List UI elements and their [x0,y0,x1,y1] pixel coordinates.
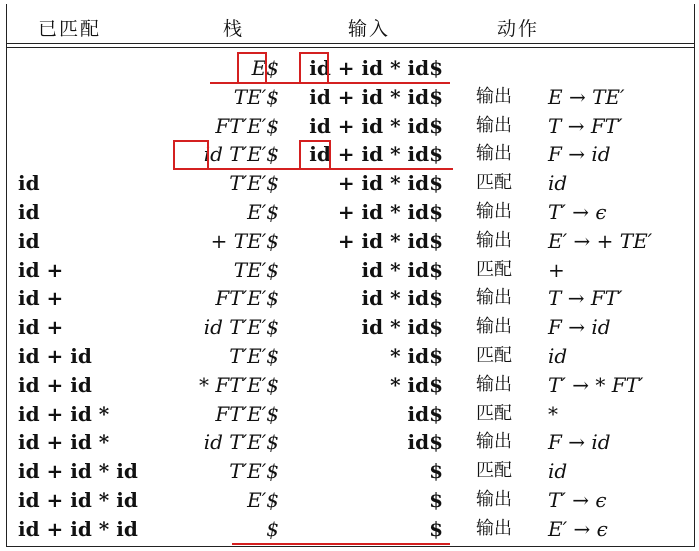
production-cell: F → id [548,430,611,455]
input-cell: id * id$ [361,315,443,340]
input-cell: $ [429,516,443,541]
action-cell: 输出 [476,287,512,309]
table-row [0,486,699,514]
stack-cell: TE′$ [233,84,279,109]
action-cell: 输出 [476,114,512,136]
production-cell: F → id [548,142,611,167]
stack-cell: id T′E′$ [203,315,279,340]
stack-cell: + TE′$ [210,228,279,253]
input-cell: id + id * id$ [309,113,443,138]
table-row [0,428,699,456]
table-row [0,400,699,428]
input-cell: * id$ [390,344,443,368]
input-cell: id + id * id$ [309,56,443,80]
matched-cell: id + [18,257,64,282]
highlight-box-stack-id [173,140,209,170]
input-cell: id$ [407,430,443,455]
production-cell: T → FT′ [548,286,623,311]
input-cell: + id * id$ [337,200,443,224]
matched-cell: id [18,171,40,196]
table-row [0,198,699,226]
matched-cell: id [18,228,40,253]
action-cell: 匹配 [476,258,512,280]
input-cell: id$ [407,401,443,426]
table-row [0,515,699,543]
production-cell: E′ → + TE′ [548,228,653,253]
table-row [0,140,699,168]
stack-cell: id T′E′$ [203,430,279,455]
highlight-box-input-id [299,140,331,170]
production-cell: T′ → * FT′ [548,372,644,397]
input-cell: id + id * id$ [309,84,443,109]
table-row [0,313,699,341]
action-cell: 输出 [476,316,512,338]
red-underline-2 [173,168,453,170]
stack-cell: E′$ [247,488,279,512]
header-input: 输入 [348,18,391,40]
matched-cell: id + id [18,344,92,368]
header-action: 动作 [497,18,540,40]
input-cell: $ [429,488,443,512]
production-cell: E′ → ϵ [548,516,608,541]
production-cell: T′ → ϵ [548,488,607,512]
stack-cell: id T′E′$ [203,142,279,167]
table-row [0,371,699,399]
input-cell: id * id$ [361,286,443,311]
stack-cell: $ [266,516,279,541]
stack-cell: TE′$ [233,257,279,282]
stack-cell: FT′E′$ [215,113,279,138]
action-cell: 输出 [476,431,512,453]
input-cell: + id * id$ [337,228,443,253]
action-cell: 输出 [476,489,512,510]
matched-cell: id + id * id [18,516,138,541]
input-cell: $ [429,459,443,484]
stack-cell: FT′E′$ [215,286,279,311]
table-row [0,256,699,284]
table-row [0,54,699,82]
red-underline-3 [232,543,450,545]
table-row [0,227,699,255]
production-cell: T′ → ϵ [548,200,607,224]
matched-cell: id + id * [18,401,110,426]
header-rule-bottom [6,47,695,48]
stack-cell: E′$ [247,200,279,224]
matched-cell: id + [18,315,64,340]
highlight-box-input-id-first [299,52,329,84]
production-cell: E → TE′ [548,84,625,109]
table-row [0,83,699,111]
production-cell: id [548,459,568,484]
highlight-box-stack-E [237,52,267,84]
table-row [0,342,699,370]
stack-cell: * FT′E′$ [199,372,279,397]
header-stack: 栈 [223,18,245,40]
matched-cell: id + id [18,372,92,397]
matched-cell: id + id * id [18,488,138,512]
production-cell: T → FT′ [548,113,623,138]
matched-cell: id + [18,286,64,311]
input-cell: * id$ [390,372,443,397]
production-cell: F → id [548,315,611,340]
red-underline-1 [210,82,450,84]
action-cell: 匹配 [476,345,512,366]
production-cell: + [548,257,565,282]
action-cell: 输出 [476,373,512,395]
matched-cell: id [18,200,40,224]
action-cell: 匹配 [476,172,512,194]
table-row [0,457,699,485]
stack-cell: FT′E′$ [215,401,279,426]
action-cell: 匹配 [476,402,512,424]
header-rule-top [6,43,695,44]
production-cell: id [548,344,568,368]
matched-cell: id + id * id [18,459,138,484]
action-cell: 匹配 [476,460,512,482]
table-row [0,169,699,197]
input-cell: id * id$ [361,257,443,282]
action-cell: 输出 [476,229,512,251]
stack-cell: E$ [251,56,279,80]
production-cell: id [548,171,568,196]
stack-cell: T′E′$ [229,459,279,484]
action-cell: 输出 [476,201,512,222]
stack-cell: T′E′$ [229,171,279,196]
table-row [0,284,699,312]
input-cell: + id * id$ [337,171,443,196]
production-cell: * [548,401,558,426]
matched-cell: id + id * [18,430,110,455]
action-cell: 输出 [476,517,512,539]
table-row [0,112,699,140]
header-matched: 已匹配 [38,18,102,40]
stack-cell: T′E′$ [229,344,279,368]
action-cell: 输出 [476,85,512,107]
input-cell: id + id * id$ [309,142,443,167]
action-cell: 输出 [476,143,512,165]
